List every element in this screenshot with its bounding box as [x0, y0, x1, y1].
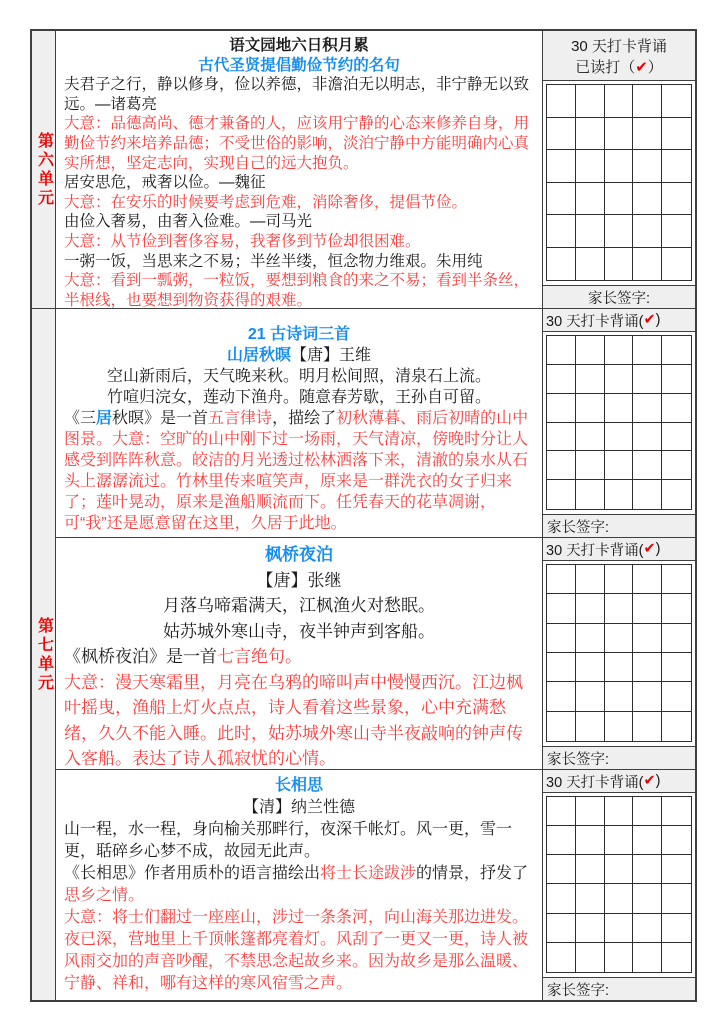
checkin-day-cell — [576, 884, 605, 913]
checkin-day-cell — [662, 423, 691, 452]
checkin-day-cell — [662, 480, 691, 509]
paragraph — [64, 644, 534, 670]
text-run: 30 天打卡背诵( — [546, 313, 644, 330]
text-run: 七言绝句。 — [217, 647, 302, 666]
checkin-day-cell — [605, 653, 634, 682]
section-changxiangsi — [56, 769, 542, 1000]
checkin-day-cell — [633, 85, 662, 118]
checkin-day-cell — [576, 653, 605, 682]
checkin-day-cell — [633, 394, 662, 423]
checkin-day-cell — [576, 118, 605, 151]
section-unit6-riji-yuelei — [56, 31, 542, 308]
text-run: 山一程，水一程，身向榆关那畔行，夜深千帐灯。风一更，雪一更，聒碎乡心梦不成，故园无此声。 — [64, 821, 513, 860]
checkin-day-cell — [662, 394, 691, 423]
checkin-grid-1 — [546, 84, 692, 281]
checkin-day-cell — [547, 914, 576, 943]
text-run: 大意：看到一瓢粥，一粒饭，要想到粮食的来之不易；看到半条丝，半根线，也要想到物资获得的艰难。 — [64, 272, 530, 308]
paragraph — [64, 670, 534, 770]
paragraph — [64, 232, 534, 252]
paragraph — [64, 387, 534, 408]
checkin-day-cell — [605, 480, 634, 509]
checkin-day-cell — [576, 594, 605, 623]
checkin-day-cell — [576, 150, 605, 183]
checkin-day-cell — [633, 884, 662, 913]
paragraph — [64, 56, 534, 76]
text-run: 初秋薄暮、雨后初晴的山中图景。大意：空旷的山中刚下过一场雨，天气清凉，傍晚时分让人感受到阵阵秋意。皎洁的月光透过松林洒落下来，清澈的泉水从石头上潺潺流过。竹林里传来喧笑声，原来是一群洗衣的女子归来了；莲叶晃动，原来是渔船顺流而下。任凭春天的花草凋谢，可“我”还是愿意留在这里，久居于此地。 — [64, 410, 529, 532]
checkin-grid-wrap — [543, 561, 695, 746]
paragraph — [64, 408, 534, 534]
checkin-day-cell — [605, 884, 634, 913]
text-run: 大意：漫天寒霜里，月亮在乌鸦的啼叫声中慢慢西沉。江边枫叶摇曳，渔船上灯火点点，诗人看着这些景象，心中充满愁绪，久久不能入睡。此时，姑苏城外寒山寺半夜敲响的钟声传入客船。表达了诗人孤寂忧的心情。 — [64, 672, 523, 768]
checkin-day-cell — [547, 712, 576, 741]
paragraph — [64, 775, 534, 797]
unit6-cell — [32, 31, 55, 308]
paragraph — [64, 173, 534, 193]
checkin-day-cell — [633, 943, 662, 972]
checkin-grid-2 — [546, 335, 692, 510]
checkin-day-cell — [605, 423, 634, 452]
text-run: 30 天打卡背诵( — [546, 774, 644, 791]
parent-signature-1: 家长签字: — [543, 285, 695, 308]
checkin-day-cell — [633, 797, 662, 826]
checkin-day-cell — [547, 682, 576, 711]
checkin-day-cell — [576, 855, 605, 884]
checkin-day-cell — [633, 215, 662, 248]
checkin-header-4 — [543, 770, 695, 793]
checkin-day-cell — [633, 653, 662, 682]
paragraph — [64, 542, 534, 568]
checkin-day-cell — [662, 118, 691, 151]
checkmark-icon: ✔ — [635, 58, 648, 76]
text-run: 月落乌啼霜满天，江枫渔火对愁眠。 — [163, 596, 435, 615]
checkin-day-cell — [576, 85, 605, 118]
checkin-day-cell — [662, 624, 691, 653]
content-column — [56, 31, 543, 1000]
unit-column — [32, 31, 56, 1000]
checkin-day-cell — [605, 215, 634, 248]
paragraph — [64, 212, 534, 232]
checkin-column — [543, 31, 695, 1000]
checkin-day-cell — [547, 943, 576, 972]
checkin-day-cell — [547, 365, 576, 394]
checkin-day-cell — [662, 183, 691, 216]
parent-signature-3: 家长签字: — [543, 746, 695, 769]
paragraph — [64, 797, 534, 819]
text-run: 【唐】王维 — [291, 347, 372, 364]
text-run: 夫君子之行，静以修身，俭以养德，非澹泊无以明志，非宁静无以致远。—诸葛亮 — [64, 76, 530, 113]
text-run: ) — [655, 773, 661, 789]
checkin-day-cell — [605, 943, 634, 972]
text-run: 由俭入奢易，由奢入俭难。—司马光 — [64, 213, 313, 231]
checkin-grid-wrap — [543, 793, 695, 977]
paragraph — [64, 863, 534, 907]
checkin-section-2 — [543, 308, 695, 537]
paragraph — [64, 193, 534, 213]
checkin-day-cell — [662, 797, 691, 826]
checkin-day-cell — [633, 150, 662, 183]
checkin-day-cell — [547, 394, 576, 423]
text-run: 姑苏城外寒山寺，夜半钟声到客船。 — [163, 621, 435, 641]
checkin-day-cell — [576, 451, 605, 480]
checkin-day-cell — [662, 855, 691, 884]
paragraph — [64, 819, 534, 863]
text-run: ） — [647, 58, 663, 76]
checkin-day-cell — [605, 914, 634, 943]
checkin-header-title: 30 天打卡背诵 — [571, 37, 667, 55]
checkin-day-cell — [662, 248, 691, 281]
checkin-day-cell — [605, 826, 634, 855]
checkin-grid-4 — [546, 796, 692, 973]
checkin-day-cell — [576, 826, 605, 855]
checkin-day-cell — [633, 118, 662, 151]
checkin-grid-wrap — [543, 332, 695, 514]
checkin-day-cell — [633, 248, 662, 281]
checkin-day-cell — [547, 85, 576, 118]
text-run: 【清】纳兰性德 — [242, 799, 355, 816]
text-run: 山居秋暝 — [226, 347, 291, 364]
checkin-day-cell — [547, 565, 576, 594]
checkin-day-cell — [605, 118, 634, 151]
checkin-day-cell — [605, 712, 634, 741]
checkin-day-cell — [605, 183, 634, 216]
checkin-day-cell — [662, 594, 691, 623]
parent-signature-4: 家长签字: — [543, 977, 695, 1000]
checkin-day-cell — [633, 914, 662, 943]
checkin-day-cell — [547, 248, 576, 281]
checkin-day-cell — [576, 365, 605, 394]
unit7-cell — [32, 308, 55, 1000]
paragraph — [64, 593, 534, 619]
paragraph — [64, 114, 534, 173]
checkin-day-cell — [576, 248, 605, 281]
section-shanju-qiuming — [56, 308, 542, 537]
checkin-day-cell — [633, 826, 662, 855]
checkin-day-cell — [605, 565, 634, 594]
checkin-day-cell — [633, 712, 662, 741]
text-run: 30 天打卡背诵( — [546, 542, 644, 559]
study-table — [30, 29, 697, 1002]
checkin-day-cell — [605, 336, 634, 365]
checkin-day-cell — [547, 480, 576, 509]
checkin-day-cell — [605, 85, 634, 118]
text-run: 【唐】张继 — [256, 570, 342, 590]
checkin-day-cell — [633, 451, 662, 480]
checkin-day-cell — [662, 451, 691, 480]
checkin-header-3 — [543, 538, 695, 561]
paragraph — [64, 324, 534, 345]
checkin-day-cell — [547, 451, 576, 480]
text-run: 五言律诗 — [208, 410, 273, 427]
checkin-day-cell — [662, 826, 691, 855]
text-run: 居 — [96, 410, 113, 427]
text-run: 已读打（ — [575, 58, 636, 76]
text-run: 长相思 — [274, 777, 323, 794]
checkin-day-cell — [605, 394, 634, 423]
paragraph — [64, 568, 534, 594]
checkin-day-cell — [605, 365, 634, 394]
checkin-day-cell — [633, 480, 662, 509]
checkin-day-cell — [662, 336, 691, 365]
section-fengqiao-yebo — [56, 537, 542, 769]
checkin-day-cell — [547, 797, 576, 826]
text-run: 大意：将士们翻过一座座山，涉过一条条河，向山海关那边进发。夜已深，营地里上千顶帐篷都亮着灯。风刮了一更又一更，诗人被风雨交加的声音吵醒，不禁思念起故乡来。因为故乡是那么温暖、宁静、祥和，哪有这样的寒风宿雪之声。 — [64, 909, 529, 992]
paragraph — [64, 345, 534, 366]
checkin-day-cell — [576, 480, 605, 509]
text-run: 思乡之情。 — [64, 887, 145, 904]
checkin-day-cell — [547, 594, 576, 623]
checkin-day-cell — [576, 712, 605, 741]
paragraph — [64, 271, 534, 308]
checkin-day-cell — [605, 594, 634, 623]
text-run: 大意：品德高尚、德才兼备的人，应该用宁静的心态来修养自身，用勤俭节约来培养品德；不受世俗的影响，淡泊宁静中方能明确内心真实所想，坚定志向，实现自己的远大抱负。 — [64, 115, 530, 172]
checkin-grid-wrap — [543, 81, 695, 285]
checkin-day-cell — [576, 423, 605, 452]
checkin-day-cell — [576, 624, 605, 653]
paragraph — [64, 907, 534, 995]
text-run: ) — [655, 312, 661, 328]
checkin-day-cell — [547, 855, 576, 884]
text-run: 21 古诗词三首 — [247, 326, 351, 343]
checkin-day-cell — [633, 594, 662, 623]
text-run: 一粥一饭，当思来之不易；半丝半缕，恒念物力维艰。朱用纯 — [64, 252, 483, 270]
checkin-grid-3 — [546, 564, 692, 742]
checkin-day-cell — [662, 914, 691, 943]
text-run: 竹喧归浣女，莲动下渔舟。随意春芳歇，王孙自可留。 — [106, 389, 491, 406]
checkmark-icon: ✔ — [643, 541, 656, 557]
checkin-day-cell — [547, 183, 576, 216]
checkin-day-cell — [576, 336, 605, 365]
checkin-day-cell — [662, 565, 691, 594]
text-run: 大意：在安乐的时候要考虑到危难，消除奢侈，提倡节俭。 — [64, 193, 468, 211]
text-run: 古代圣贤提倡勤俭节约的名句 — [198, 56, 400, 74]
text-run: ，描绘了 — [272, 410, 337, 427]
checkin-day-cell — [605, 855, 634, 884]
checkin-day-cell — [547, 118, 576, 151]
checkin-day-cell — [576, 682, 605, 711]
text-run: ) — [655, 541, 661, 557]
checkin-day-cell — [576, 183, 605, 216]
text-run: 秋暝》是一首 — [112, 410, 209, 427]
checkin-day-cell — [662, 943, 691, 972]
checkin-day-cell — [662, 150, 691, 183]
paragraph — [64, 619, 534, 645]
checkin-day-cell — [633, 183, 662, 216]
paragraph — [64, 252, 534, 272]
checkin-day-cell — [547, 150, 576, 183]
checkmark-icon: ✔ — [643, 312, 656, 328]
checkin-day-cell — [576, 394, 605, 423]
checkin-day-cell — [633, 365, 662, 394]
text-run: 的情景，抒发了 — [416, 865, 529, 882]
unit7-label: 第七单元 — [35, 616, 53, 693]
checkin-day-cell — [605, 451, 634, 480]
paragraph — [64, 36, 534, 56]
checkin-day-cell — [633, 624, 662, 653]
checkin-day-cell — [662, 365, 691, 394]
checkin-day-cell — [576, 797, 605, 826]
text-run: 将士长途跋涉 — [320, 865, 417, 882]
text-run: 《长相思》作者用质朴的语言描绘出 — [64, 865, 321, 882]
checkin-section-1 — [543, 31, 695, 308]
paragraph — [64, 366, 534, 387]
checkin-day-cell — [662, 712, 691, 741]
checkin-day-cell — [547, 884, 576, 913]
paragraph — [64, 75, 534, 114]
checkin-section-3 — [543, 537, 695, 769]
checkin-day-cell — [547, 826, 576, 855]
text-run: 空山新雨后，天气晚来秋。明月松间照，清泉石上流。 — [106, 368, 491, 385]
checkin-day-cell — [662, 884, 691, 913]
checkin-day-cell — [547, 215, 576, 248]
checkin-header-1 — [543, 31, 695, 81]
text-run: 枫桥夜泊 — [265, 545, 333, 564]
checkin-day-cell — [633, 423, 662, 452]
checkin-day-cell — [605, 682, 634, 711]
checkin-day-cell — [547, 624, 576, 653]
text-run: 《枫桥夜泊》是一首 — [64, 647, 217, 666]
checkin-day-cell — [633, 565, 662, 594]
checkin-header-subtitle — [546, 56, 692, 77]
checkin-day-cell — [576, 215, 605, 248]
checkin-day-cell — [605, 248, 634, 281]
checkin-day-cell — [547, 423, 576, 452]
checkin-day-cell — [605, 797, 634, 826]
text-run: 语文园地六日积月累 — [229, 37, 369, 54]
checkin-day-cell — [662, 682, 691, 711]
checkin-section-4 — [543, 769, 695, 1000]
checkin-day-cell — [576, 565, 605, 594]
checkin-day-cell — [662, 85, 691, 118]
checkin-day-cell — [605, 624, 634, 653]
checkin-day-cell — [662, 653, 691, 682]
checkin-day-cell — [605, 150, 634, 183]
checkin-day-cell — [576, 914, 605, 943]
checkin-day-cell — [633, 336, 662, 365]
checkin-day-cell — [633, 682, 662, 711]
checkin-day-cell — [662, 215, 691, 248]
checkmark-icon: ✔ — [643, 773, 656, 789]
checkin-day-cell — [547, 336, 576, 365]
checkin-day-cell — [633, 855, 662, 884]
checkin-day-cell — [576, 943, 605, 972]
parent-signature-2: 家长签字: — [543, 514, 695, 537]
text-run: 居安思危，戒奢以俭。—魏征 — [64, 174, 266, 192]
text-run: 大意：从节俭到奢侈容易，我奢侈到节俭却很困难。 — [64, 232, 421, 250]
unit6-label: 第六单元 — [35, 131, 53, 208]
text-run: 《三 — [64, 410, 97, 427]
checkin-header-2 — [543, 309, 695, 332]
checkin-day-cell — [547, 653, 576, 682]
